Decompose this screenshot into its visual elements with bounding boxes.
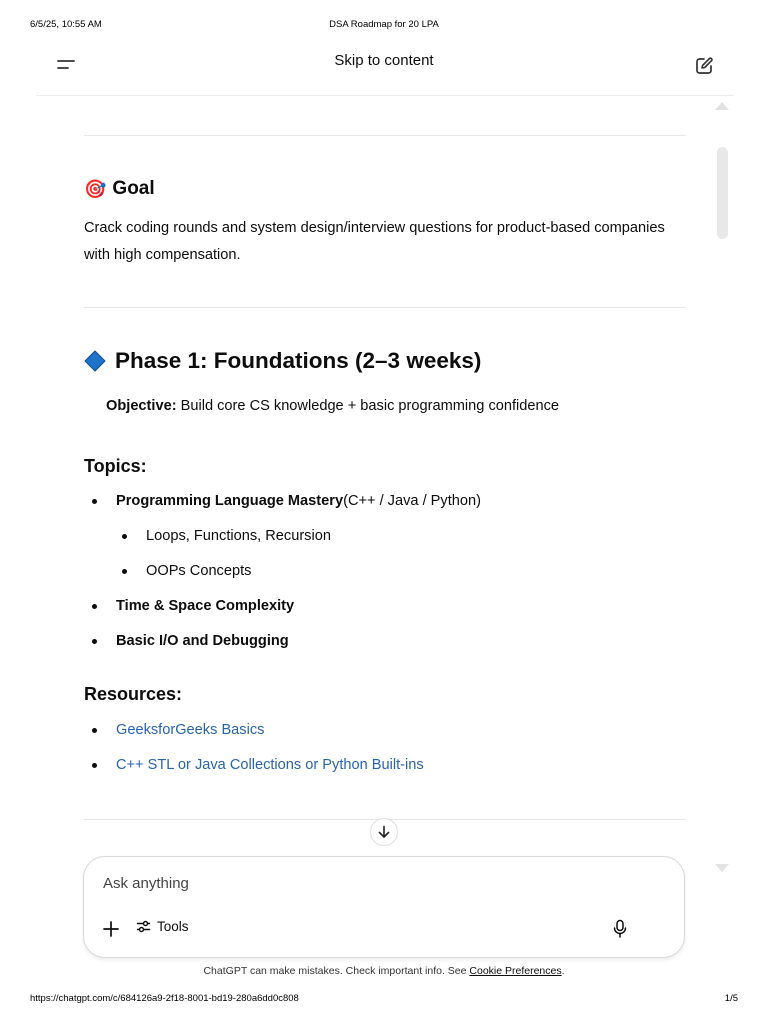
goal-heading-text: Goal bbox=[112, 178, 155, 199]
objective-label: Objective: bbox=[106, 398, 177, 414]
tools-icon bbox=[136, 919, 151, 934]
scroll-to-bottom-button[interactable] bbox=[370, 818, 398, 846]
print-date: 6/5/25, 10:55 AM bbox=[30, 19, 102, 30]
scroll-down-arrow[interactable] bbox=[714, 862, 730, 874]
arrow-down-icon bbox=[377, 825, 391, 839]
phase-heading-text: Phase 1: Foundations (2–3 weeks) bbox=[115, 348, 482, 373]
target-icon: 🎯 bbox=[84, 178, 107, 199]
tools-button[interactable] bbox=[136, 919, 189, 934]
disclaimer-text: ChatGPT can make mistakes. Check important info. See bbox=[203, 965, 470, 977]
prompt-input[interactable] bbox=[103, 875, 663, 892]
divider bbox=[84, 135, 686, 136]
print-url: https://chatgpt.com/c/684126a9-2f18-8001-bd19-280a6dd0c808 bbox=[30, 993, 299, 1004]
mic-icon[interactable] bbox=[611, 919, 629, 939]
list-item bbox=[92, 633, 289, 649]
cookie-preferences-link[interactable]: Cookie Preferences bbox=[469, 965, 562, 977]
diamond-icon bbox=[84, 350, 106, 372]
disclaimer-end: . bbox=[561, 965, 565, 977]
list-item bbox=[92, 722, 264, 738]
scroll-up-arrow[interactable] bbox=[714, 100, 730, 112]
goal-text: Crack coding rounds and system design/interview questions for product-based companies with high compensation. bbox=[84, 220, 665, 263]
resource-link[interactable]: GeeksforGeeks Basics bbox=[116, 722, 265, 738]
list-item-text: Loops, Functions, Recursion bbox=[146, 528, 331, 544]
list-item-text: OOPs Concepts bbox=[146, 563, 252, 579]
print-page-number: 1/5 bbox=[724, 993, 738, 1004]
goal-heading bbox=[84, 178, 155, 200]
objective bbox=[106, 398, 559, 414]
plus-icon[interactable] bbox=[102, 920, 120, 938]
top-bar bbox=[36, 44, 734, 96]
scrollbar-thumb[interactable] bbox=[717, 147, 728, 239]
list-item-bold: Time & Space Complexity bbox=[116, 598, 295, 614]
list-item-text: (C++ / Java / Python) bbox=[343, 493, 481, 509]
list-item bbox=[92, 757, 424, 773]
objective-text: Build core CS knowledge + basic programming confidence bbox=[176, 398, 560, 414]
list-item bbox=[92, 598, 294, 614]
tools-label: Tools bbox=[157, 919, 189, 934]
disclaimer bbox=[0, 965, 768, 977]
print-doc-title: DSA Roadmap for 20 LPA bbox=[329, 19, 439, 30]
print-header bbox=[0, 19, 768, 33]
list-item bbox=[122, 563, 251, 579]
new-chat-icon[interactable] bbox=[693, 55, 715, 77]
resources-heading: Resources: bbox=[84, 684, 183, 704]
list-item bbox=[122, 528, 331, 544]
resource-link[interactable]: C++ STL or Java Collections or Python Built-ins bbox=[116, 757, 424, 773]
topics-heading: Topics: bbox=[84, 456, 147, 476]
composer bbox=[83, 856, 685, 958]
divider bbox=[84, 307, 686, 308]
phase-heading bbox=[84, 348, 481, 374]
skip-to-content-link[interactable]: Skip to content bbox=[334, 52, 434, 69]
list-item-bold: Basic I/O and Debugging bbox=[116, 633, 289, 649]
list-item-bold: Programming Language Mastery bbox=[116, 493, 344, 509]
list-item bbox=[92, 493, 481, 509]
